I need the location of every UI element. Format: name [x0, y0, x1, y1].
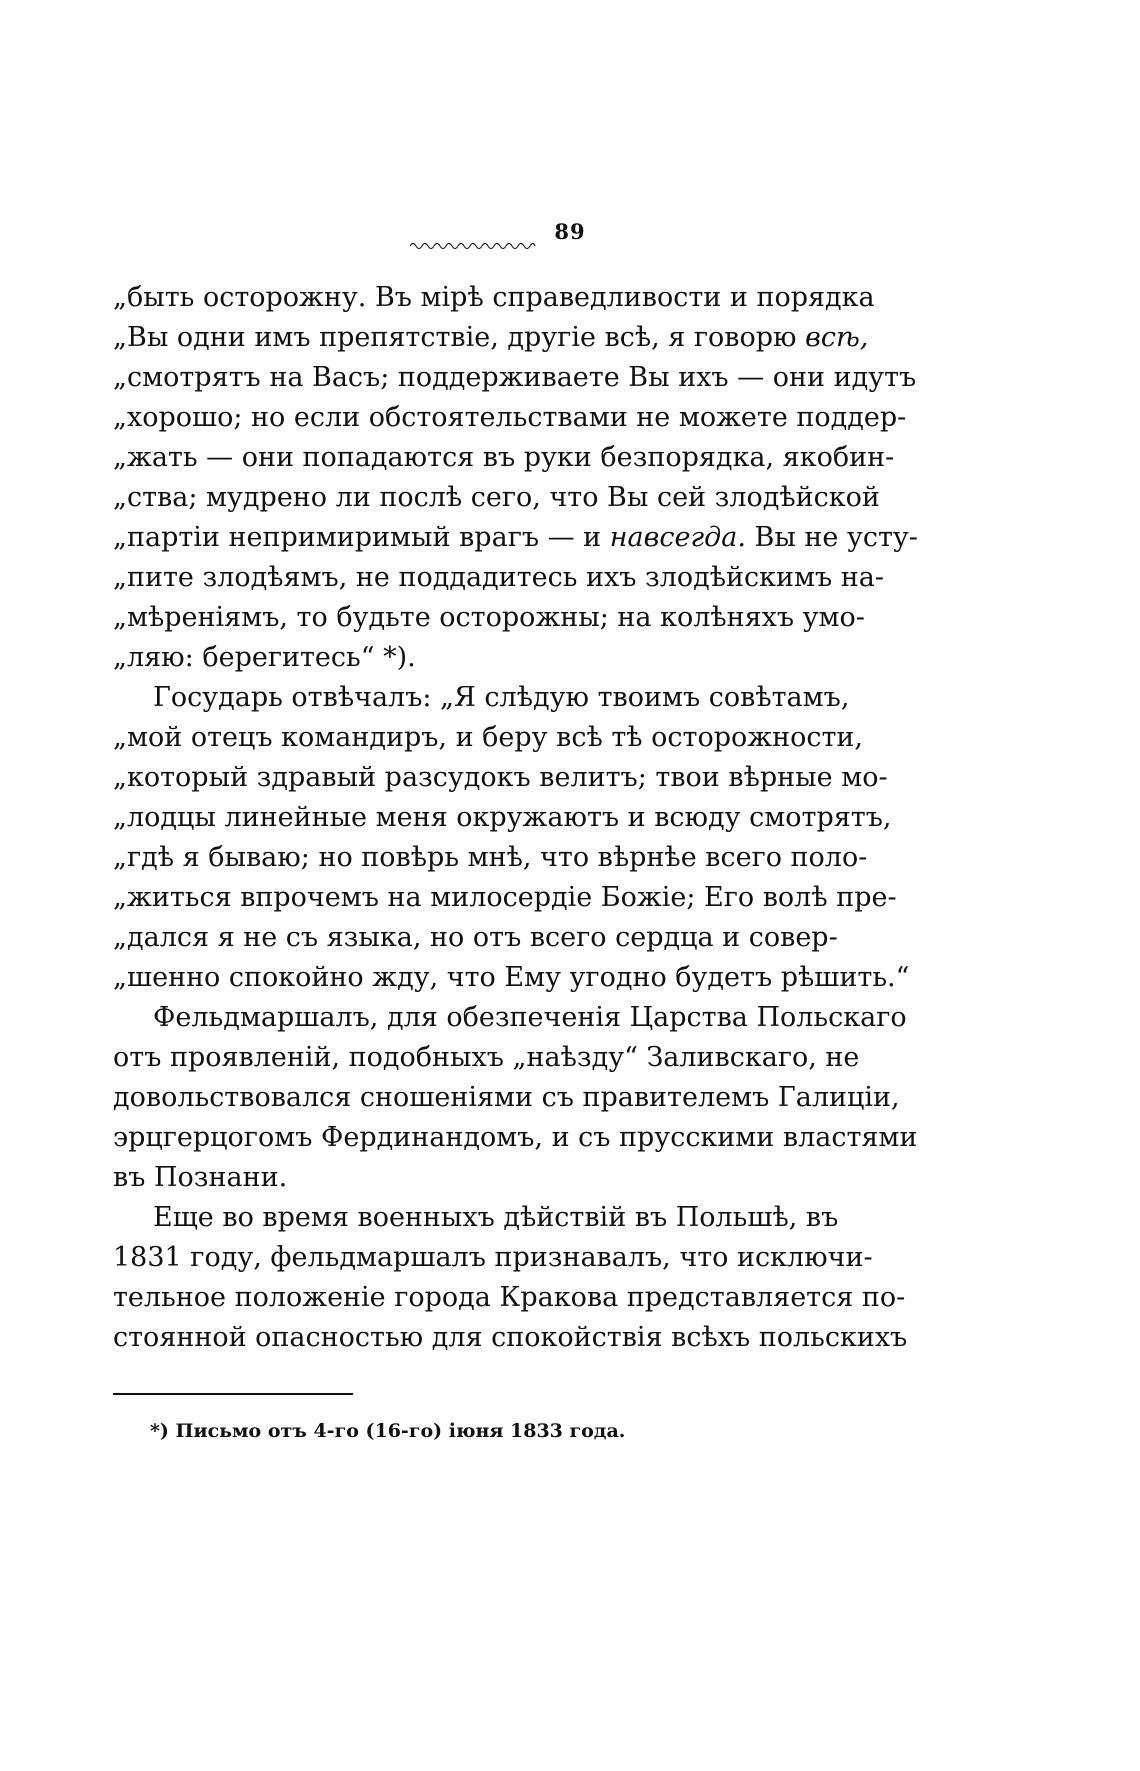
text-line: эрцгерцогомъ Фердинандомъ, и съ прусскими властями — [113, 1122, 918, 1153]
text-line: въ Познани. — [113, 1162, 288, 1193]
text-line: „мой отецъ командиръ, и беру всѣ тѣ осторожности, — [113, 722, 863, 753]
emphasis-word: навсегда. — [609, 522, 746, 553]
text-line: „пите злодѣямъ, не поддадитесь ихъ злодѣйскимъ на- — [113, 562, 884, 593]
text-line: 1831 году, фельдмаршалъ признавалъ, что исключи- — [113, 1242, 873, 1273]
text-line: „ляю: берегитесь“ *). — [113, 642, 416, 673]
body-text — [113, 278, 918, 1358]
text-line: „лодцы линейные меня окружаютъ и всюду смотрятъ, — [113, 802, 892, 833]
text-line: Еще во время военныхъ дѣйствій въ Польшѣ, въ — [153, 1202, 839, 1233]
text-line: довольствовался сношеніями съ правителемъ Галиціи, — [113, 1082, 900, 1113]
text-line: „дался я не съ языка, но отъ всего сердца и совер- — [113, 922, 838, 953]
text-line: „быть осторожну. Въ мірѣ справедливости и порядка — [113, 282, 875, 313]
text-line: стоянной опасностью для спокойствія всѣхъ польскихъ — [113, 1322, 908, 1353]
text-line: „ства; мудрено ли послѣ сего, что Вы сей злодѣйской — [113, 482, 880, 513]
text-line: тельное положеніе города Кракова представляется по- — [113, 1282, 906, 1313]
text-line: „Вы одни имъ препятствіе, другіе всѣ, я говорю всѣ, — [113, 322, 869, 353]
text-line: Государь отвѣчалъ: „Я слѣдую твоимъ совѣтамъ, — [153, 682, 850, 713]
footnote: *) Письмо отъ 4-го (16-го) іюня 1833 года. — [150, 1420, 626, 1442]
text-line: „партіи непримиримый врагъ — и навсегда. Вы не усту- — [113, 522, 918, 553]
text-line: „который здравый разсудокъ велитъ; твои вѣрные мо- — [113, 762, 888, 793]
page-number: 89 — [554, 219, 586, 244]
text-line: „житься впрочемъ на милосердіе Божіе; Его волѣ пре- — [113, 882, 897, 913]
text-line: „шенно спокойно жду, что Ему угодно будетъ рѣшить.“ — [113, 962, 910, 993]
text-line: „мѣреніямъ, то будьте осторожны; на колѣняхъ умо- — [113, 602, 865, 633]
text-line: „жать — они попадаются въ руки безпорядка, якобин- — [113, 442, 895, 473]
emphasis-word: всѣ, — [805, 322, 869, 353]
wavy-ornament-icon — [410, 240, 535, 252]
footnote-divider — [113, 1393, 353, 1395]
text-line: Фельдмаршалъ, для обезпеченія Царства Польскаго — [153, 1002, 907, 1033]
text-line: „смотрятъ на Васъ; поддерживаете Вы ихъ — они идутъ — [113, 362, 917, 393]
text-line: „гдѣ я бываю; но повѣрь мнѣ, что вѣрнѣе всего поло- — [113, 842, 868, 873]
text-line: „хорошо; но если обстоятельствами не можете поддер- — [113, 402, 907, 433]
text-line: отъ проявленій, подобныхъ „наѣзду“ Заливскаго, не — [113, 1042, 860, 1073]
